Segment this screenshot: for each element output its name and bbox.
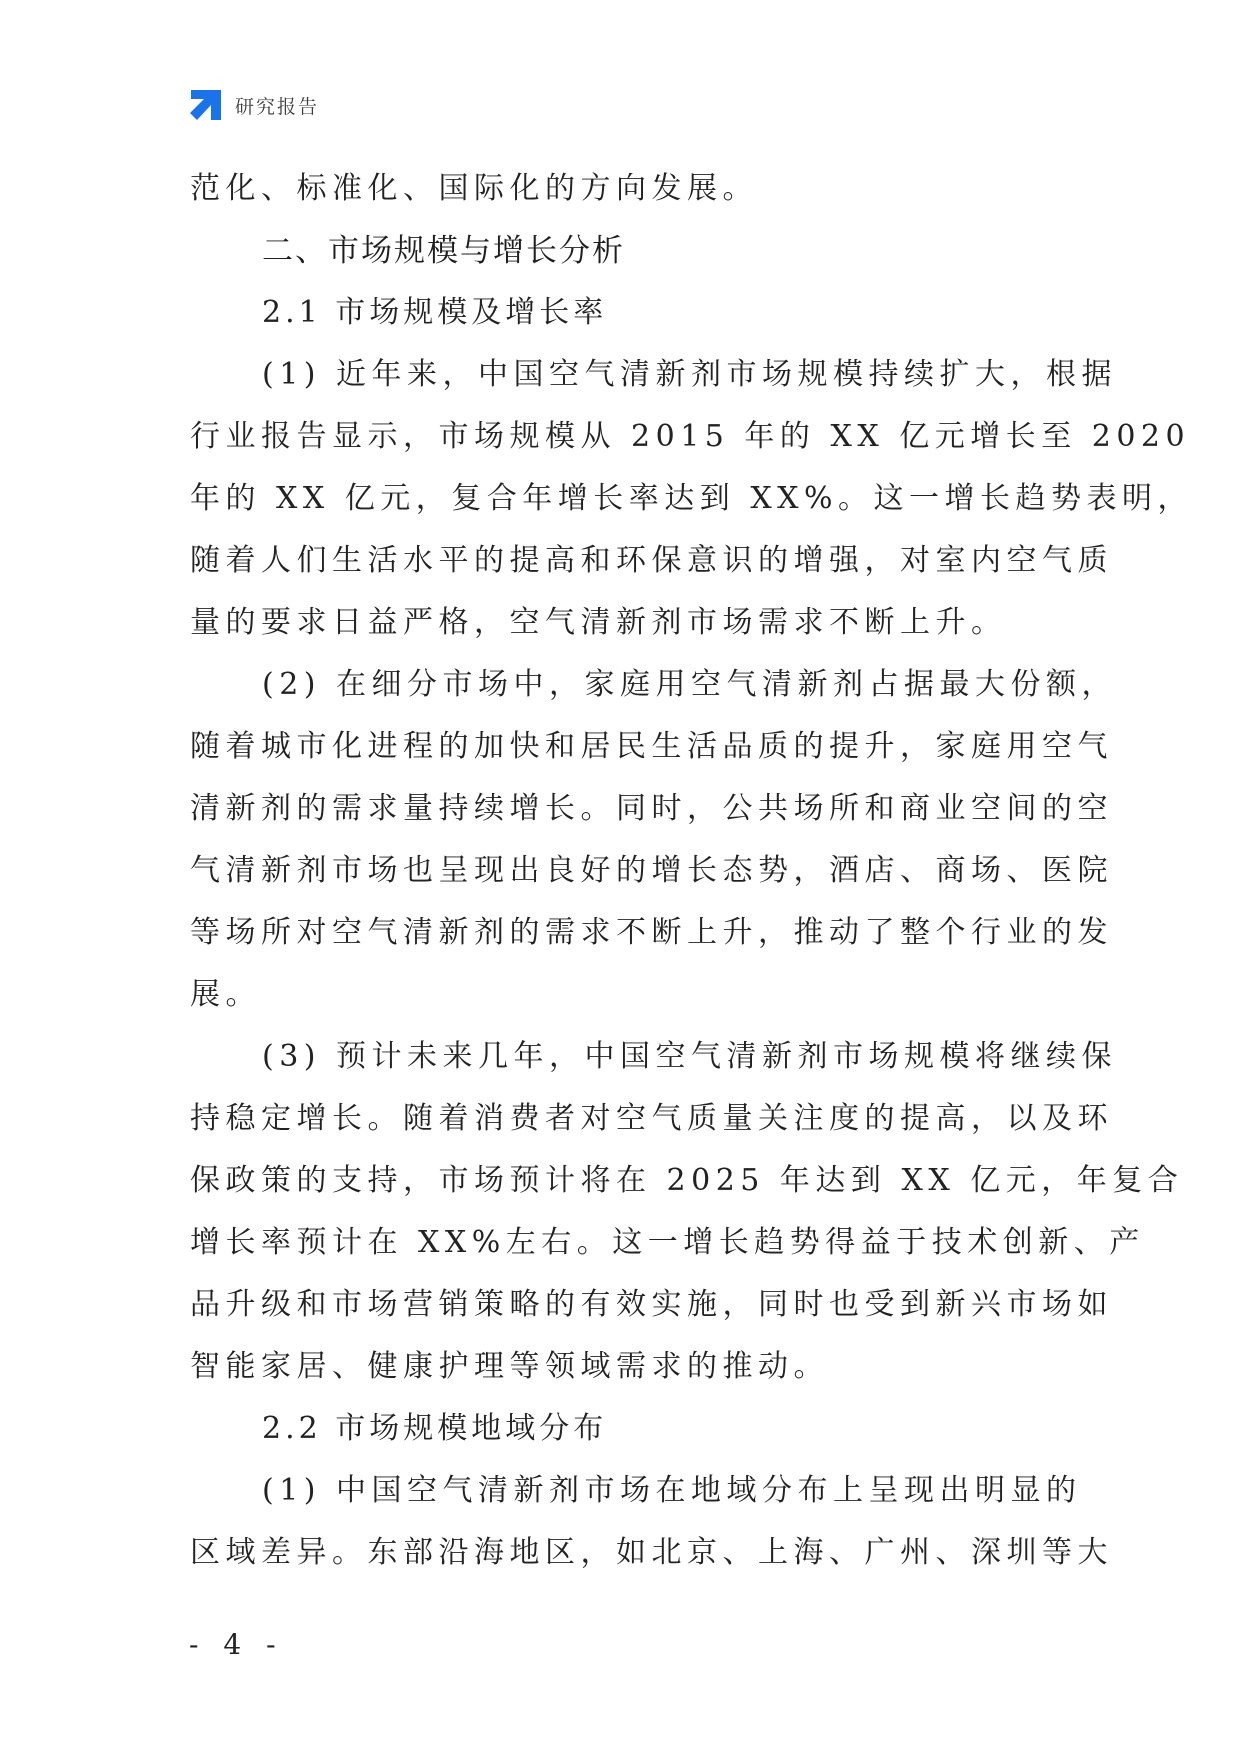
paragraph-line: 随着人们生活水平的提高和环保意识的增强，对室内空气质 (190, 543, 1113, 578)
paragraph-line: 品升级和市场营销策略的有效实施，同时也受到新兴市场如 (190, 1287, 1113, 1322)
paragraph-line: (2) 在细分市场中，家庭用空气清新剂占据最大份额， (262, 667, 1118, 702)
paragraph-line: 保政策的支持，市场预计将在 2025 年达到 XX 亿元，年复合 (190, 1163, 1184, 1198)
paragraph-line: 增长率预计在 XX%左右。这一增长趋势得益于技术创新、产 (190, 1225, 1145, 1260)
subsection-heading: 2.1 市场规模及增长率 (262, 295, 608, 330)
paragraph-line: 行业报告显示，市场规模从 2015 年的 XX 亿元增长至 2020 (190, 419, 1191, 454)
paragraph-line: 展。 (190, 977, 261, 1012)
header-title: 研究报告 (235, 95, 320, 118)
paragraph-line: 持稳定增长。随着消费者对空气质量关注度的提高，以及环 (190, 1101, 1113, 1136)
paragraph-line: 区域差异。东部沿海地区，如北京、上海、广州、深圳等大 (190, 1535, 1113, 1570)
paragraph-line: 等场所对空气清新剂的需求不断上升，推动了整个行业的发 (190, 915, 1113, 950)
subsection-heading: 2.2 市场规模地域分布 (262, 1411, 608, 1446)
paragraph-line: (1) 近年来，中国空气清新剂市场规模持续扩大，根据 (262, 357, 1118, 392)
section-heading: 二、市场规模与增长分析 (262, 233, 625, 269)
brand-arrow-icon (189, 88, 223, 122)
document-body (190, 158, 1194, 1584)
paragraph-line: (1) 中国空气清新剂市场在地域分布上呈现出明显的 (262, 1473, 1082, 1508)
paragraph-line: 随着城市化进程的加快和居民生活品质的提升，家庭用空气 (190, 729, 1113, 764)
paragraph-line: 范化、标准化、国际化的方向发展。 (190, 171, 758, 206)
paragraph-line: 量的要求日益严格，空气清新剂市场需求不断上升。 (190, 605, 1007, 640)
page-number: - 4 - (189, 1628, 284, 1661)
paragraph-line: 气清新剂市场也呈现出良好的增长态势，酒店、商场、医院 (190, 853, 1113, 888)
paragraph-line: 智能家居、健康护理等领域需求的推动。 (190, 1349, 829, 1384)
paragraph-line: 年的 XX 亿元，复合年增长率达到 XX%。这一增长趋势表明， (190, 481, 1194, 516)
paragraph-line: (3) 预计未来几年，中国空气清新剂市场规模将继续保 (262, 1039, 1118, 1074)
page-header (189, 88, 319, 122)
paragraph-line: 清新剂的需求量持续增长。同时，公共场所和商业空间的空 (190, 791, 1113, 826)
